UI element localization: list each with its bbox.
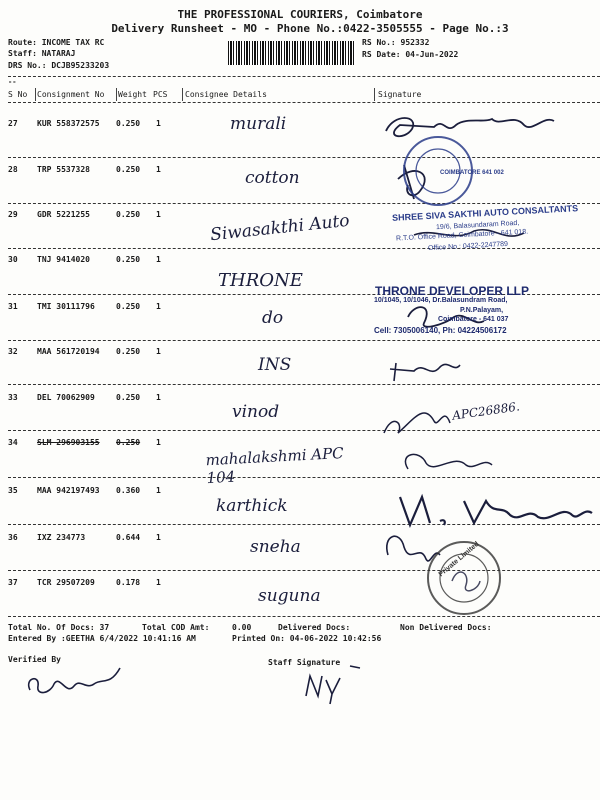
row-consignee-handwritten: murali [230,114,287,134]
divider-mark: -- [8,78,17,86]
row-pcs: 1 [156,210,161,219]
throne-stamp-address: Coimbatore - 641 037 [438,316,509,323]
row-pcs: 1 [156,347,161,356]
signature-scribble [384,413,450,433]
row-weight: 0.178 [116,578,141,587]
verified-by-label: Verified By [8,655,61,664]
row-weight: 0.250 [116,210,141,219]
row-consignment: MAA 561720194 [37,347,100,356]
printed-on: Printed On: 04-06-2022 10:42:56 [232,634,382,643]
divider [8,76,600,77]
total-cod-label: Total COD Amt: [142,623,210,632]
row-pcs: 1 [156,438,161,447]
row-consignee-handwritten: suguna [258,586,321,606]
row-sno: 35 [8,486,18,495]
round-stamp-text: COIMBATORE 641 002 [440,170,504,176]
verifier-signature [29,668,120,693]
row-sno: 32 [8,347,18,356]
row-consignee-handwritten: THRONE [218,270,303,291]
row-sno: 30 [8,255,18,264]
col-pcs: PCS [153,90,168,99]
entered-by: Entered By :GEETHA 6/4/2022 10:41:16 AM [8,634,196,643]
col-weight: Weight [118,90,147,99]
col-sno: S No [8,90,28,99]
col-sep [116,88,117,101]
row-weight: 0.250 [116,255,141,264]
row-weight: 0.644 [116,533,141,542]
signature-scribble [400,497,592,525]
signature-number: APC26886. [451,399,521,423]
col-signature: Signature [378,90,422,99]
col-sep [374,88,375,101]
shree-stamp-title: SHREE SIVA SAKTHI AUTO CONSALTANTS [391,203,579,223]
throne-stamp-address: P.N.Palayam, [460,307,504,314]
barcode [228,41,356,65]
throne-stamp-address: 10/1045, 10/1046, Dr.Balasundram Road, [374,297,508,304]
row-consignee-handwritten: Siwasakthi Auto [209,210,351,246]
signature-scribble [405,454,492,469]
col-sep [182,88,183,101]
throne-stamp-title: THRONE DEVELOPER LLP [375,284,530,298]
row-sno: 29 [8,210,18,219]
row-consignment: TCR 29507209 [37,578,95,587]
row-consignee-handwritten: karthick [216,496,288,516]
rs-date: RS Date: 04-Jun-2022 [362,50,459,59]
signature-scribble [386,118,554,136]
row-pcs: 1 [156,578,161,587]
non-delivered-docs: Non Delivered Docs: [400,623,492,632]
shree-stamp-address: R.T.O. Office Road, Coimbatore - 641 018. [395,228,529,243]
row-sno: 28 [8,165,18,174]
row-consignee-handwritten: sneha [250,537,301,557]
rs-number: RS No.: 952332 [362,38,430,47]
signature-scribble [387,536,440,561]
row-consignment: MAA 942197493 [37,486,100,495]
drs-number: DRS No.: DCJB95233203 [8,61,110,70]
throne-stamp-phone: Cell: 7305006140, Ph: 04224506172 [374,326,507,335]
row-consignment: SLM 296903155 [37,438,100,447]
row-consignee-handwritten: cotton [245,168,300,188]
total-docs: Total No. Of Docs: 37 [8,623,110,632]
row-sno: 34 [8,438,18,447]
route-label: Route: INCOME TAX RC [8,38,105,47]
shree-stamp-phone: Office No : 0422-2247789 [427,240,509,253]
row-consignee-handwritten: do [262,308,284,328]
round-stamp-text: Private Limited [437,540,481,579]
total-cod-value: 0.00 [232,623,252,632]
col-consignment: Consignment No [37,90,105,99]
company-title: THE PROFESSIONAL COURIERS, Coimbatore [177,8,423,21]
row-weight: 0.360 [116,486,141,495]
row-consignment: KUR 558372575 [37,119,100,128]
row-consignee-handwritten: vinod [232,402,280,422]
row-consignment: GDR 5221255 [37,210,90,219]
row-sno: 27 [8,119,18,128]
footer-signatures [20,660,380,710]
row-weight: 0.250 [116,302,141,311]
row-consignment: DEL 70062909 [37,393,95,402]
row-pcs: 1 [156,302,161,311]
row-sno: 36 [8,533,18,542]
row-weight: 0.250 [116,393,141,402]
row-pcs: 1 [156,393,161,402]
row-weight: 0.250 [116,119,141,128]
row-weight: 0.250 [116,438,141,447]
row-consignee-handwritten: mahalakshmi APC 104 [205,443,345,488]
delivered-docs: Delivered Docs: [278,623,351,632]
runsheet-subtitle: Delivery Runsheet - MO - Phone No.:0422-3505555 - Page No.:3 [111,22,509,35]
col-consignee: Consignee Details [185,90,267,99]
col-sep [35,88,36,101]
shree-stamp-address: 19/6, Balasundaram Road, [435,219,520,232]
row-consignment: TMI 30111796 [37,302,95,311]
row-pcs: 1 [156,165,161,174]
staff-signature [306,666,360,704]
row-weight: 0.250 [116,347,141,356]
row-sno: 31 [8,302,18,311]
row-pcs: 1 [156,255,161,264]
row-consignee-handwritten: INS [258,355,292,375]
signature-scribble [398,165,425,199]
staff-signature-label: Staff Signature [268,658,341,667]
row-weight: 0.250 [116,165,141,174]
row-pcs: 1 [156,486,161,495]
row-sno: 37 [8,578,18,587]
signature-scribble [390,363,460,381]
staff-label: Staff: NATARAJ [8,49,76,58]
row-consignment: IXZ 234773 [37,533,86,542]
row-sno: 33 [8,393,18,402]
row-pcs: 1 [156,533,161,542]
row-consignment: TRP 5537328 [37,165,90,174]
row-consignment: TNJ 9414020 [37,255,90,264]
signature-column [374,103,600,618]
row-pcs: 1 [156,119,161,128]
